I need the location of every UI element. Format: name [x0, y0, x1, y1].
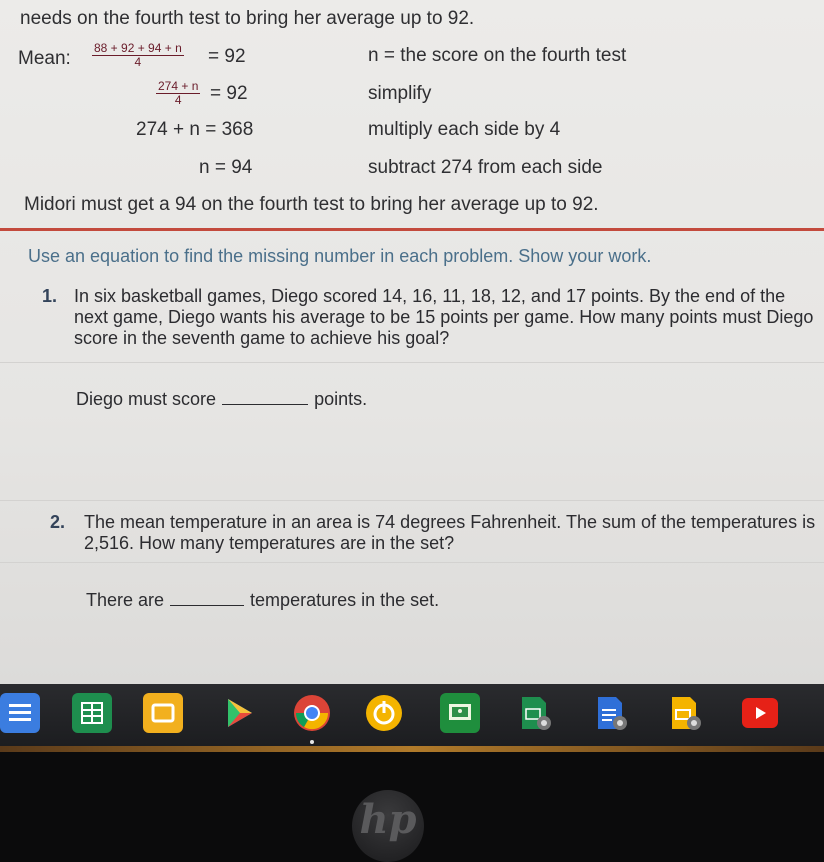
note-1: n = the score on the fourth test	[368, 45, 627, 66]
problem-2-number: 2.	[50, 512, 66, 532]
problem-1-text	[74, 286, 813, 349]
section-divider	[0, 228, 824, 231]
instruction: Use an equation to find the missing number in each problem. Show your work.	[28, 246, 652, 266]
hp-logo: hp	[352, 790, 424, 862]
note-2: simplify	[368, 83, 432, 104]
equation-1-rhs: = 92	[208, 46, 246, 67]
fraction-2	[156, 80, 200, 107]
launcher-icon[interactable]	[0, 693, 40, 733]
problem-2-answer-before: There are	[86, 590, 165, 610]
play-store-icon[interactable]	[218, 693, 258, 733]
conclusion: Midori must get a 94 on the fourth test to bring her average up to 92.	[24, 194, 599, 215]
problem-2-answer-after: temperatures in the set.	[250, 590, 440, 610]
mean-label: Mean:	[18, 48, 71, 69]
faint-rule-3	[0, 562, 824, 563]
sheets-grid-icon[interactable]	[72, 693, 112, 733]
problem-1-line-2: next game, Diego wants his average to be 15 points per game. How many points must Diego	[74, 307, 814, 327]
problem-1-answer	[76, 389, 367, 410]
problem-1-line-3: score in the seventh game to achieve his goal?	[74, 328, 450, 348]
chromeos-shelf	[0, 684, 824, 746]
laptop-bezel-edge	[0, 746, 824, 752]
fraction-1	[92, 42, 184, 69]
equation-4: n = 94	[199, 157, 253, 178]
note-3: multiply each side by 4	[368, 119, 561, 140]
worksheet-top-line: needs on the fourth test to bring her average up to 92.	[20, 8, 475, 29]
window-icon[interactable]	[143, 693, 183, 733]
chrome-icon[interactable]	[292, 693, 332, 733]
youtube-icon[interactable]	[742, 698, 778, 728]
running-indicator	[310, 740, 314, 744]
equation-2-rhs: = 92	[210, 83, 248, 104]
docs-file-icon[interactable]	[590, 693, 630, 733]
equation-3: 274 + n = 368	[136, 119, 254, 140]
problem-1-answer-after: points.	[314, 389, 368, 409]
fraction-1-numerator: 88 + 92 + 94 + n	[94, 41, 182, 55]
sheets-file-icon[interactable]	[514, 693, 554, 733]
note-4: subtract 274 from each side	[368, 157, 603, 178]
problem-2-line-2: 2,516. How many temperatures are in the set?	[84, 533, 455, 553]
problem-2-text	[84, 512, 815, 554]
problem-2-answer	[86, 590, 439, 611]
faint-rule-2	[0, 500, 824, 501]
problem-1-line-1: In six basketball games, Diego scored 14, 16, 11, 18, 12, and 17 points. By the end of the	[74, 286, 786, 306]
fraction-2-numerator: 274 + n	[158, 79, 199, 93]
problem-2-blank[interactable]	[170, 605, 244, 606]
fraction-1-denominator: 4	[134, 55, 142, 69]
problem-1-blank[interactable]	[222, 404, 308, 405]
faint-rule-1	[0, 362, 824, 363]
classroom-icon[interactable]	[440, 693, 480, 733]
fraction-2-denominator: 4	[174, 93, 182, 107]
problem-1-number: 1.	[42, 286, 58, 306]
slides-file-icon[interactable]	[664, 693, 704, 733]
problem-2-line-1: The mean temperature in an area is 74 degrees Fahrenheit. The sum of the temperatures is	[84, 512, 816, 532]
power-icon[interactable]	[364, 693, 404, 733]
problem-1-answer-before: Diego must score	[76, 389, 217, 409]
